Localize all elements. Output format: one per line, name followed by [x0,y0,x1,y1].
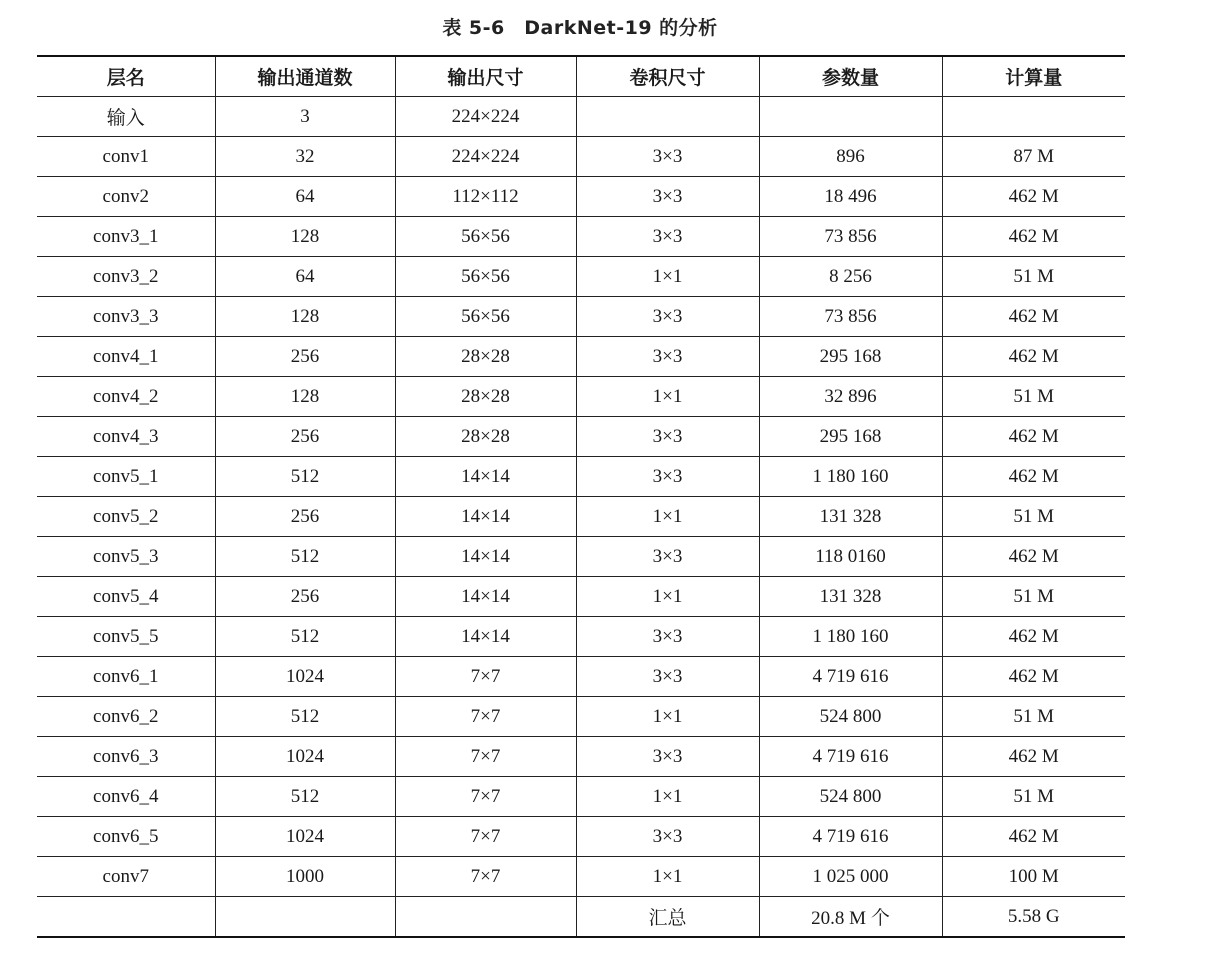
table-row [37,457,1125,497]
table-row [37,497,1125,537]
header-layer-name: 层名 [37,56,215,97]
layer-name-cell: conv3_3 [37,297,215,337]
layer-name-cell: conv5_1 [37,457,215,497]
params-cell: 524 800 [759,697,942,737]
kernel-size-cell: 3×3 [576,657,759,697]
table-body [37,97,1125,938]
flops-cell: 462 M [942,617,1125,657]
output-channels-cell: 128 [215,297,395,337]
flops-cell: 51 M [942,497,1125,537]
kernel-size-cell: 1×1 [576,497,759,537]
params-cell: 4 719 616 [759,817,942,857]
flops-cell: 462 M [942,417,1125,457]
layer-name-cell: conv1 [37,137,215,177]
output-size-cell: 7×7 [395,817,576,857]
params-cell: 131 328 [759,577,942,617]
output-size-cell: 14×14 [395,617,576,657]
table-row [37,297,1125,337]
params-cell: 18 496 [759,177,942,217]
table-row [37,337,1125,377]
output-size-cell: 224×224 [395,97,576,137]
layer-name-cell: conv5_3 [37,537,215,577]
kernel-size-cell: 3×3 [576,177,759,217]
table-row [37,137,1125,177]
kernel-size-cell: 3×3 [576,737,759,777]
flops-cell: 51 M [942,577,1125,617]
kernel-size-cell: 1×1 [576,777,759,817]
flops-cell: 462 M [942,657,1125,697]
table-row [37,377,1125,417]
output-size-cell: 7×7 [395,697,576,737]
kernel-size-cell: 3×3 [576,297,759,337]
kernel-size-cell: 1×1 [576,857,759,897]
layer-name-cell: conv5_4 [37,577,215,617]
header-kernel-size: 卷积尺寸 [576,56,759,97]
layer-name-cell: conv4_3 [37,417,215,457]
flops-cell: 462 M [942,457,1125,497]
layer-name-cell: conv5_5 [37,617,215,657]
params-cell: 4 719 616 [759,737,942,777]
kernel-size-cell: 3×3 [576,217,759,257]
table-row [37,257,1125,297]
params-cell: 8 256 [759,257,942,297]
table-row [37,617,1125,657]
kernel-size-cell: 3×3 [576,337,759,377]
output-channels-cell: 256 [215,497,395,537]
output-size-cell: 224×224 [395,137,576,177]
output-channels-cell: 256 [215,417,395,457]
kernel-size-cell: 3×3 [576,417,759,457]
output-channels-cell: 1000 [215,857,395,897]
flops-cell: 51 M [942,257,1125,297]
output-channels-cell: 256 [215,337,395,377]
kernel-size-cell: 3×3 [576,617,759,657]
output-size-cell: 56×56 [395,217,576,257]
flops-cell: 51 M [942,697,1125,737]
kernel-size-cell: 汇总 [576,897,759,938]
flops-cell: 462 M [942,817,1125,857]
output-size-cell: 56×56 [395,297,576,337]
output-size-cell: 7×7 [395,857,576,897]
output-channels-cell: 1024 [215,817,395,857]
params-cell: 1 180 160 [759,617,942,657]
output-channels-cell: 64 [215,177,395,217]
params-cell: 1 025 000 [759,857,942,897]
table-row [37,657,1125,697]
params-cell: 524 800 [759,777,942,817]
params-cell: 295 168 [759,417,942,457]
params-cell: 896 [759,137,942,177]
output-channels-cell: 512 [215,697,395,737]
header-params: 参数量 [759,56,942,97]
layer-name-cell: conv6_5 [37,817,215,857]
params-cell: 118 0160 [759,537,942,577]
kernel-size-cell: 3×3 [576,457,759,497]
params-cell: 32 896 [759,377,942,417]
layer-name-cell: conv6_2 [37,697,215,737]
output-channels-cell [215,897,395,938]
kernel-size-cell: 1×1 [576,697,759,737]
layer-name-cell: conv6_4 [37,777,215,817]
flops-cell: 51 M [942,777,1125,817]
layer-name-cell: conv6_3 [37,737,215,777]
kernel-size-cell: 3×3 [576,537,759,577]
layer-name-cell: conv5_2 [37,497,215,537]
table-caption: 表 5-6 DarkNet-19 的分析 [442,17,718,39]
table-row [37,537,1125,577]
table-row [37,217,1125,257]
table-row [37,817,1125,857]
header-flops: 计算量 [942,56,1125,97]
flops-cell: 462 M [942,177,1125,217]
flops-cell: 51 M [942,377,1125,417]
output-size-cell: 14×14 [395,537,576,577]
layer-name-cell: conv3_2 [37,257,215,297]
layer-name-cell: 输入 [37,97,215,137]
output-size-cell: 7×7 [395,657,576,697]
params-cell: 20.8 M 个 [759,897,942,938]
params-cell: 131 328 [759,497,942,537]
output-channels-cell: 1024 [215,737,395,777]
kernel-size-cell [576,97,759,137]
kernel-size-cell: 1×1 [576,577,759,617]
layer-name-cell: conv7 [37,857,215,897]
flops-cell: 87 M [942,137,1125,177]
flops-cell: 462 M [942,337,1125,377]
table-row [37,177,1125,217]
table-row [37,97,1125,137]
table-row [37,577,1125,617]
header-row [37,56,1125,97]
output-channels-cell: 1024 [215,657,395,697]
kernel-size-cell: 1×1 [576,257,759,297]
header-output-size: 输出尺寸 [395,56,576,97]
kernel-size-cell: 3×3 [576,137,759,177]
output-size-cell: 28×28 [395,417,576,457]
output-channels-cell: 64 [215,257,395,297]
flops-cell: 462 M [942,217,1125,257]
output-channels-cell: 512 [215,537,395,577]
params-cell: 73 856 [759,217,942,257]
output-channels-cell: 128 [215,377,395,417]
params-cell: 1 180 160 [759,457,942,497]
output-channels-cell: 128 [215,217,395,257]
output-channels-cell: 512 [215,777,395,817]
flops-cell: 462 M [942,737,1125,777]
output-size-cell: 7×7 [395,737,576,777]
flops-cell: 100 M [942,857,1125,897]
layer-name-cell: conv6_1 [37,657,215,697]
params-cell [759,97,942,137]
flops-cell: 5.58 G [942,897,1125,938]
kernel-size-cell: 3×3 [576,817,759,857]
output-channels-cell: 512 [215,457,395,497]
table-row [37,417,1125,457]
layer-name-cell [37,897,215,938]
output-size-cell: 28×28 [395,377,576,417]
table-row [37,897,1125,938]
table-row [37,697,1125,737]
output-size-cell [395,897,576,938]
header-output-channels: 输出通道数 [215,56,395,97]
output-channels-cell: 256 [215,577,395,617]
output-size-cell: 56×56 [395,257,576,297]
table-row [37,737,1125,777]
output-size-cell: 28×28 [395,337,576,377]
output-size-cell: 14×14 [395,577,576,617]
flops-cell: 462 M [942,537,1125,577]
output-size-cell: 112×112 [395,177,576,217]
table-row [37,777,1125,817]
layer-name-cell: conv3_1 [37,217,215,257]
output-channels-cell: 32 [215,137,395,177]
layer-name-cell: conv2 [37,177,215,217]
params-cell: 4 719 616 [759,657,942,697]
table-row [37,857,1125,897]
output-size-cell: 14×14 [395,497,576,537]
output-size-cell: 14×14 [395,457,576,497]
layer-name-cell: conv4_1 [37,337,215,377]
kernel-size-cell: 1×1 [576,377,759,417]
darknet-analysis-table [37,55,1125,938]
output-size-cell: 7×7 [395,777,576,817]
output-channels-cell: 512 [215,617,395,657]
params-cell: 295 168 [759,337,942,377]
params-cell: 73 856 [759,297,942,337]
layer-name-cell: conv4_2 [37,377,215,417]
table-header [37,56,1125,97]
flops-cell: 462 M [942,297,1125,337]
output-channels-cell: 3 [215,97,395,137]
flops-cell [942,97,1125,137]
